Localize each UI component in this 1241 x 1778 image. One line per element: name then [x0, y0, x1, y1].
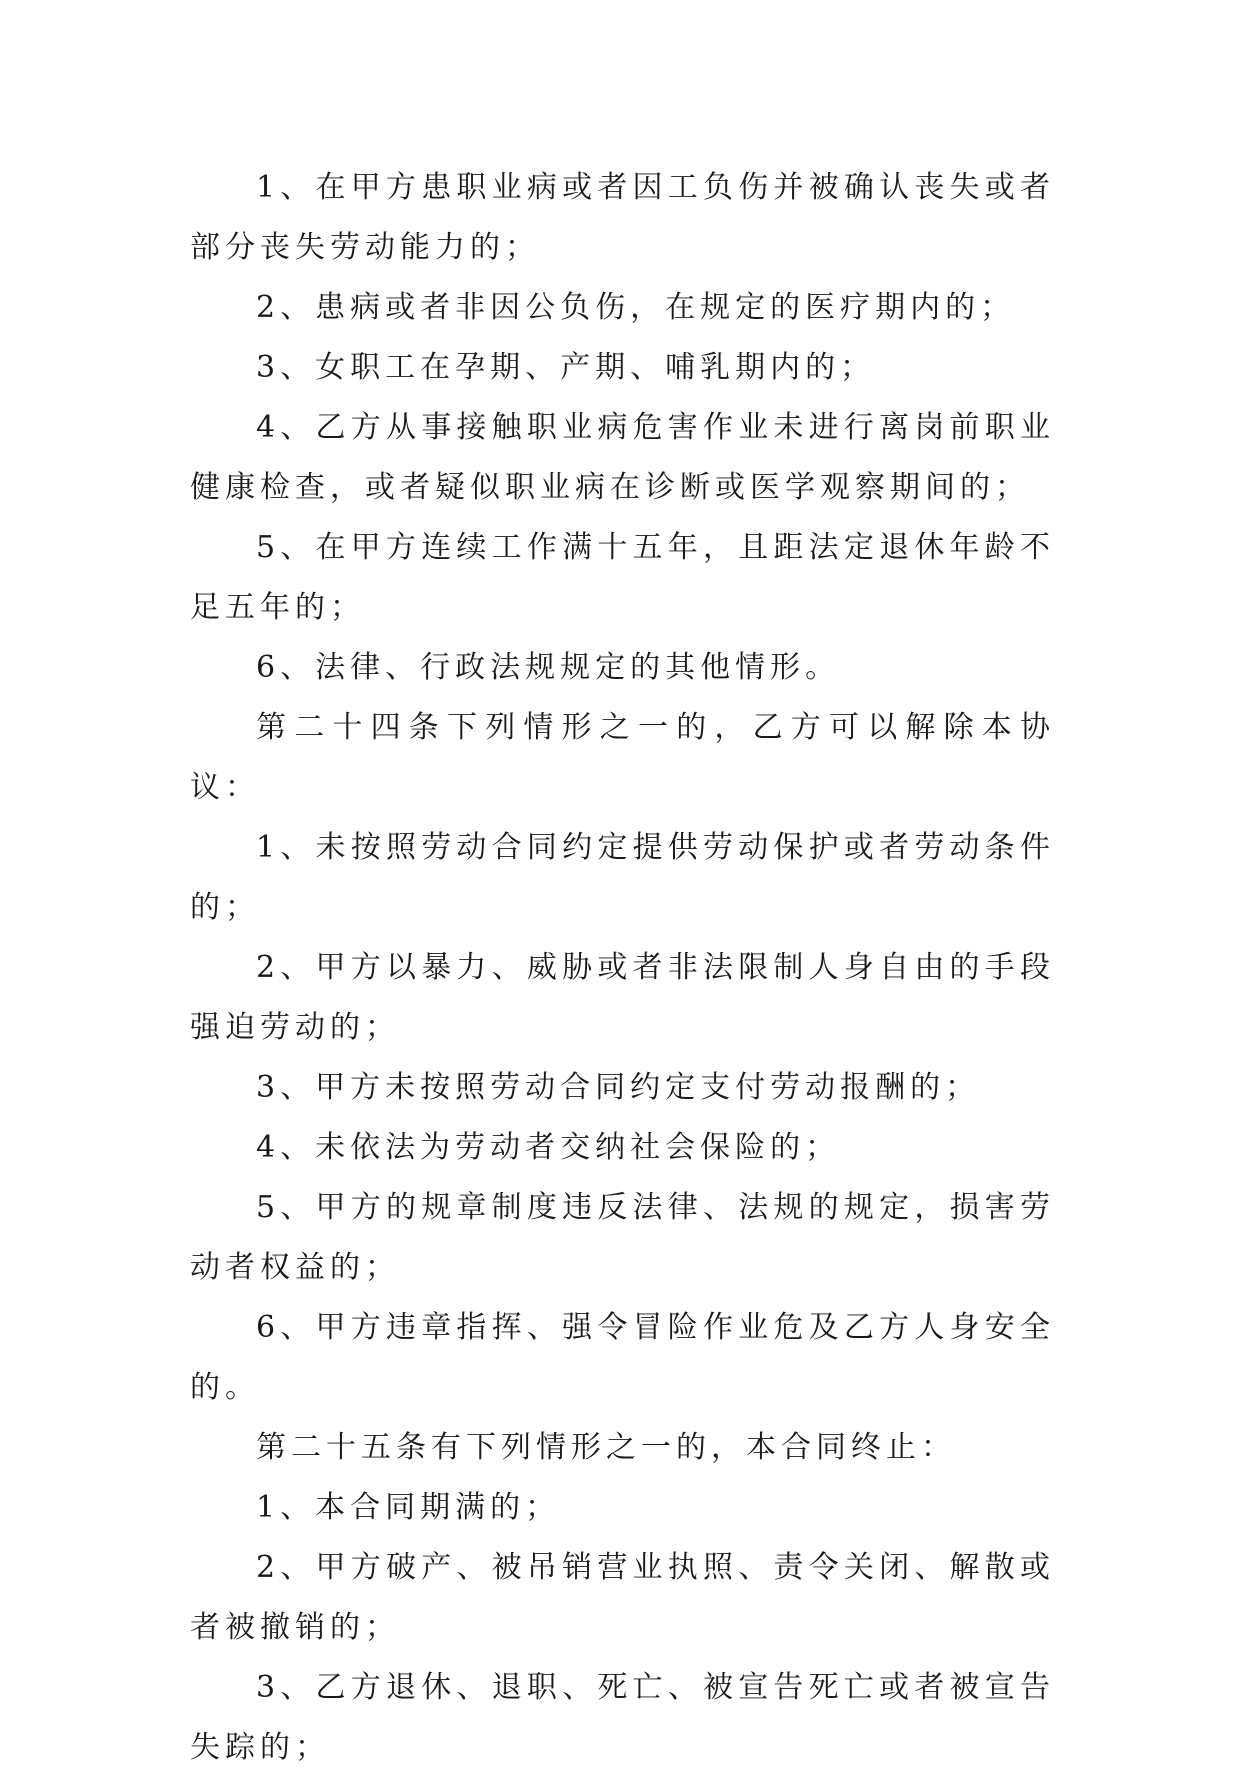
article-24-heading: 第二十四条下列情形之一的，乙方可以解除本协议： — [190, 710, 1055, 805]
article-24-item-4: 4、未依法为劳动者交纳社会保险的； — [256, 1130, 841, 1165]
article-25-item-3: 3、乙方退休、退职、死亡、被宣告死亡或者被宣告失踪的； — [190, 1670, 1055, 1765]
clause-23-item-1: 1、在甲方患职业病或者因工负伤并被确认丧失或者部分丧失劳动能力的； — [190, 170, 1055, 265]
article-24-item-6: 6、甲方违章指挥、强令冒险作业危及乙方人身安全的。 — [190, 1310, 1055, 1405]
clause-23-item-2: 2、患病或者非因公负伤，在规定的医疗期内的； — [256, 290, 1016, 325]
article-25-heading: 第二十五条有下列情形之一的，本合同终止： — [256, 1430, 956, 1465]
article-24-item-3: 3、甲方未按照劳动合同约定支付劳动报酬的； — [256, 1070, 981, 1105]
article-25-item-1: 1、本合同期满的； — [256, 1490, 561, 1525]
clause-23-item-5: 5、在甲方连续工作满十五年，且距法定退休年龄不足五年的； — [190, 530, 1055, 625]
article-24-item-1: 1、未按照劳动合同约定提供劳动保护或者劳动条件的； — [190, 830, 1055, 925]
clause-23-item-4: 4、乙方从事接触职业病危害作业未进行离岗前职业健康检查，或者疑似职业病在诊断或医学观察期间的； — [190, 410, 1055, 505]
document-body — [190, 158, 1055, 1778]
clause-23-item-6: 6、法律、行政法规规定的其他情形。 — [256, 650, 841, 685]
article-24-item-5: 5、甲方的规章制度违反法律、法规的规定，损害劳动者权益的； — [190, 1190, 1055, 1285]
article-24-item-2: 2、甲方以暴力、威胁或者非法限制人身自由的手段强迫劳动的； — [190, 950, 1055, 1045]
article-25-item-2: 2、甲方破产、被吊销营业执照、责令关闭、解散或者被撤销的； — [190, 1550, 1055, 1645]
clause-23-item-3: 3、女职工在孕期、产期、哺乳期内的； — [256, 350, 876, 385]
